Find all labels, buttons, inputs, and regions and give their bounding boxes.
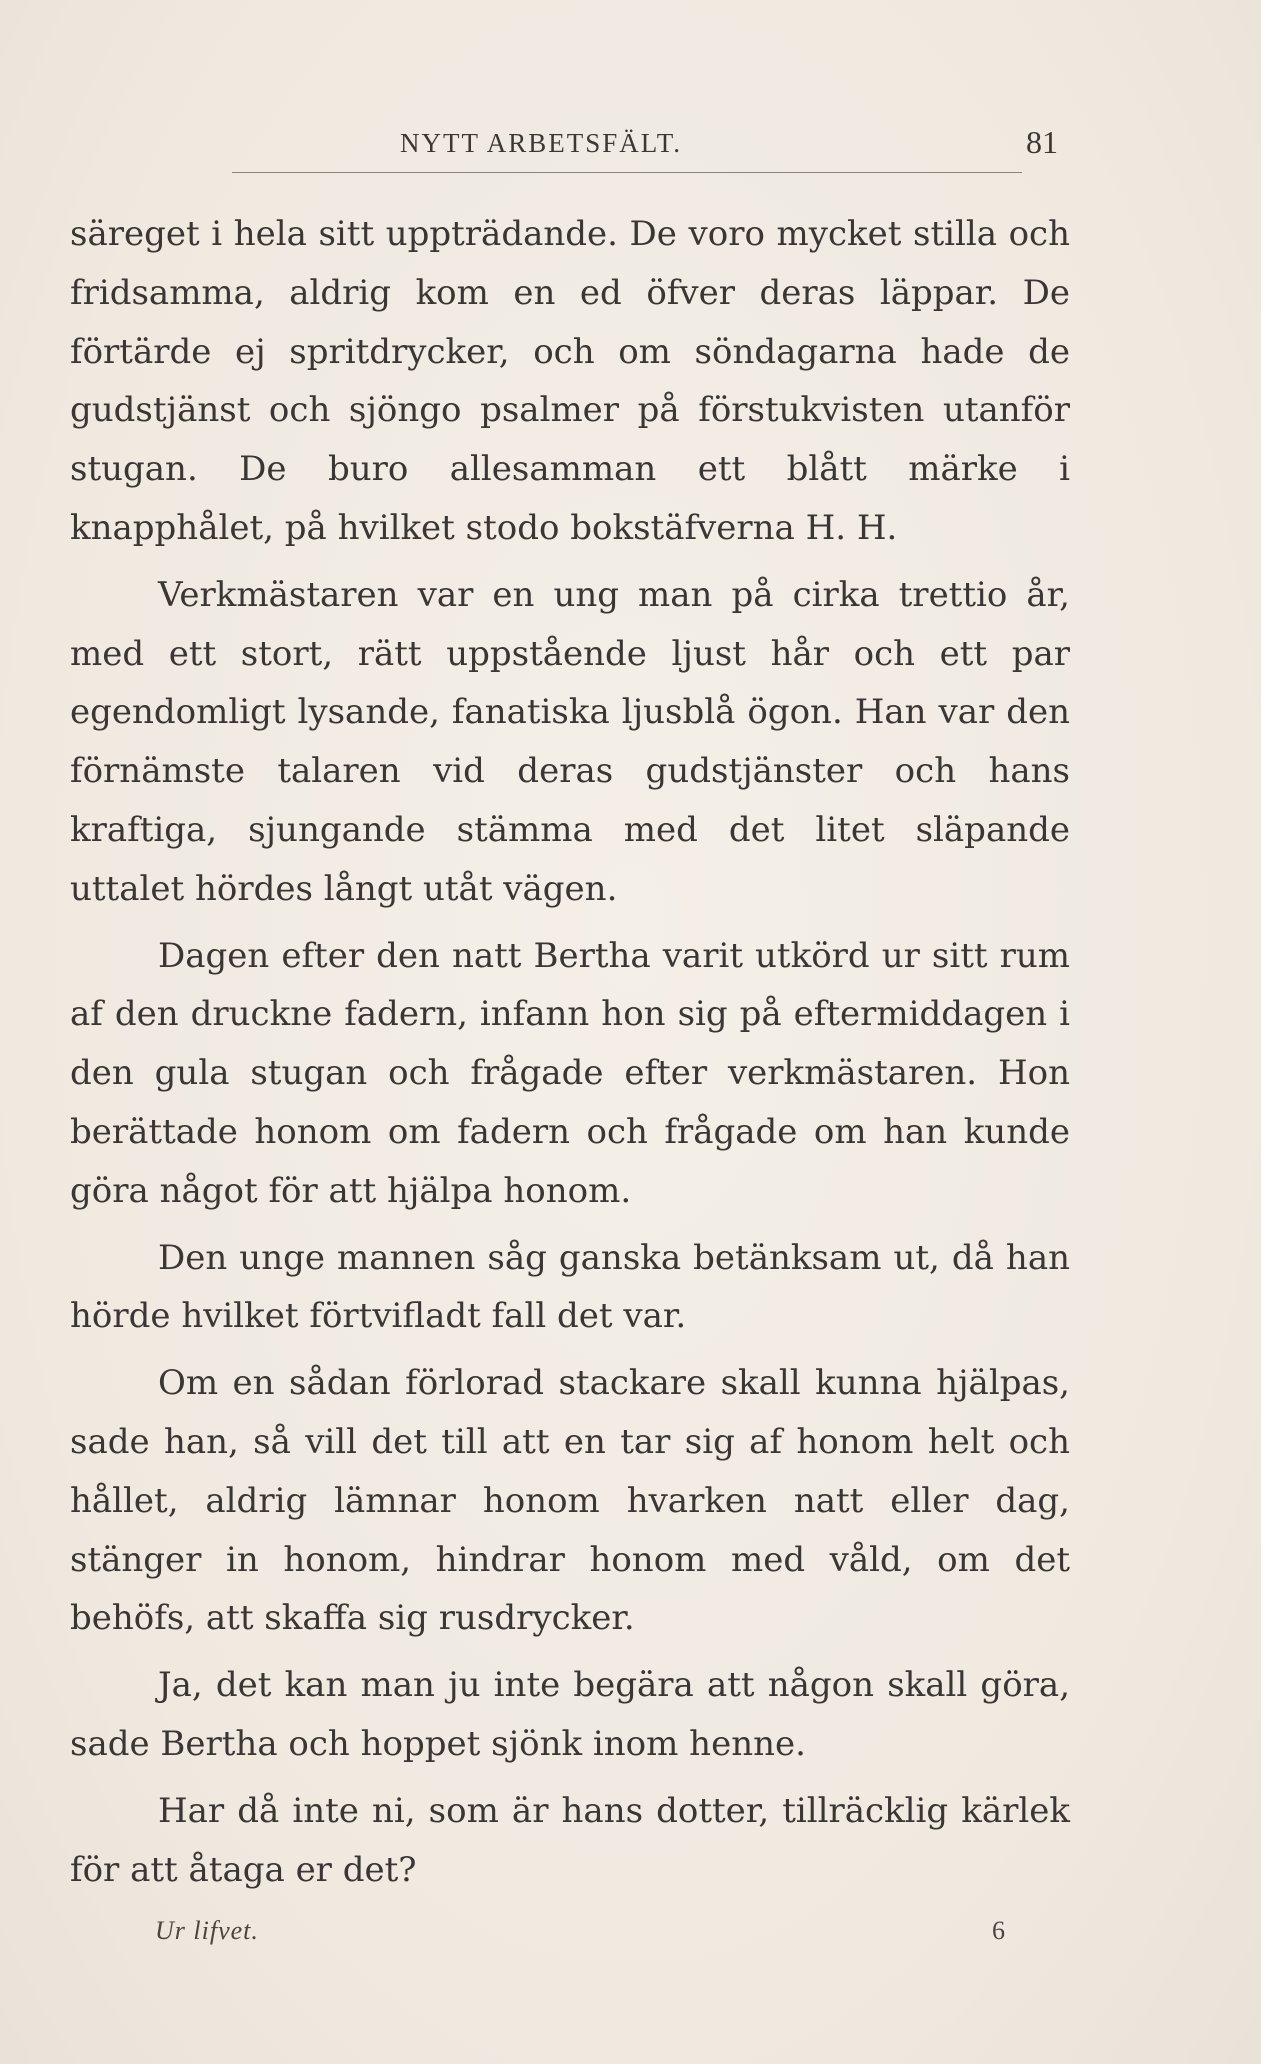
signature-mark: Ur lifvet. bbox=[155, 1916, 259, 1945]
page-footer bbox=[0, 1916, 1261, 1956]
paragraph-4: Den unge mannen såg ganska betänksam ut, då han hörde hvilket förtvifladt fall det var. bbox=[70, 1237, 1070, 1337]
page-number: 81 bbox=[1026, 124, 1058, 160]
paragraph-5: Om en sådan förlorad stackare skall kunna hjälpas, sade han, så vill det till att en tar sig af honom helt och hållet, aldrig lämnar honom hvarken natt eller dag, stänger in honom, hindrar honom med våld, om det behöfs, att skaffa sig rusdrycker. bbox=[70, 1363, 1070, 1639]
paragraph-7: Har då inte ni, som är hans dotter, tillräcklig kärlek för att åtaga er det? bbox=[70, 1790, 1070, 1890]
paragraph-6: Ja, det kan man ju inte begära att någon skall göra, sade Bertha och hoppet sjönk inom henne. bbox=[70, 1665, 1070, 1764]
paragraph-2: Verkmästaren var en ung man på cirka trettio år, med ett stort, rätt uppstående ljust hår och ett par egendomligt lysande, fanatiska ljusblå ögon. Han var den förnämste talaren vid deras gudstjänster och hans kraftiga, sjungande stämma med det litet släpande uttalet hördes långt utåt vägen. bbox=[70, 574, 1070, 909]
header-rule bbox=[232, 172, 1022, 173]
body-text bbox=[70, 205, 1070, 1899]
paragraph-1: säreget i hela sitt uppträdande. De voro mycket stilla och fridsamma, aldrig kom en ed öfver deras läppar. De förtärde ej spritdrycker, och om söndagarna hade de gudstjänst och sjöngo psalmer på förstukvisten utanför stugan. De buro allesamman ett blått märke i knapphålet, på hvilket stodo bokstäfverna H. H. bbox=[70, 214, 1070, 548]
running-title: NYTT ARBETSFÄLT. bbox=[400, 128, 683, 158]
running-head bbox=[0, 124, 1261, 168]
paragraph-3: Dagen efter den natt Bertha varit utkörd ur sitt rum af den druckne fadern, infann hon sig på eftermiddagen i den gula stugan och frågade efter verkmästaren. Hon berättade honom om fadern och frågade om han kunde göra något för att hjälpa honom. bbox=[70, 935, 1070, 1211]
signature-number: 6 bbox=[992, 1916, 1005, 1945]
